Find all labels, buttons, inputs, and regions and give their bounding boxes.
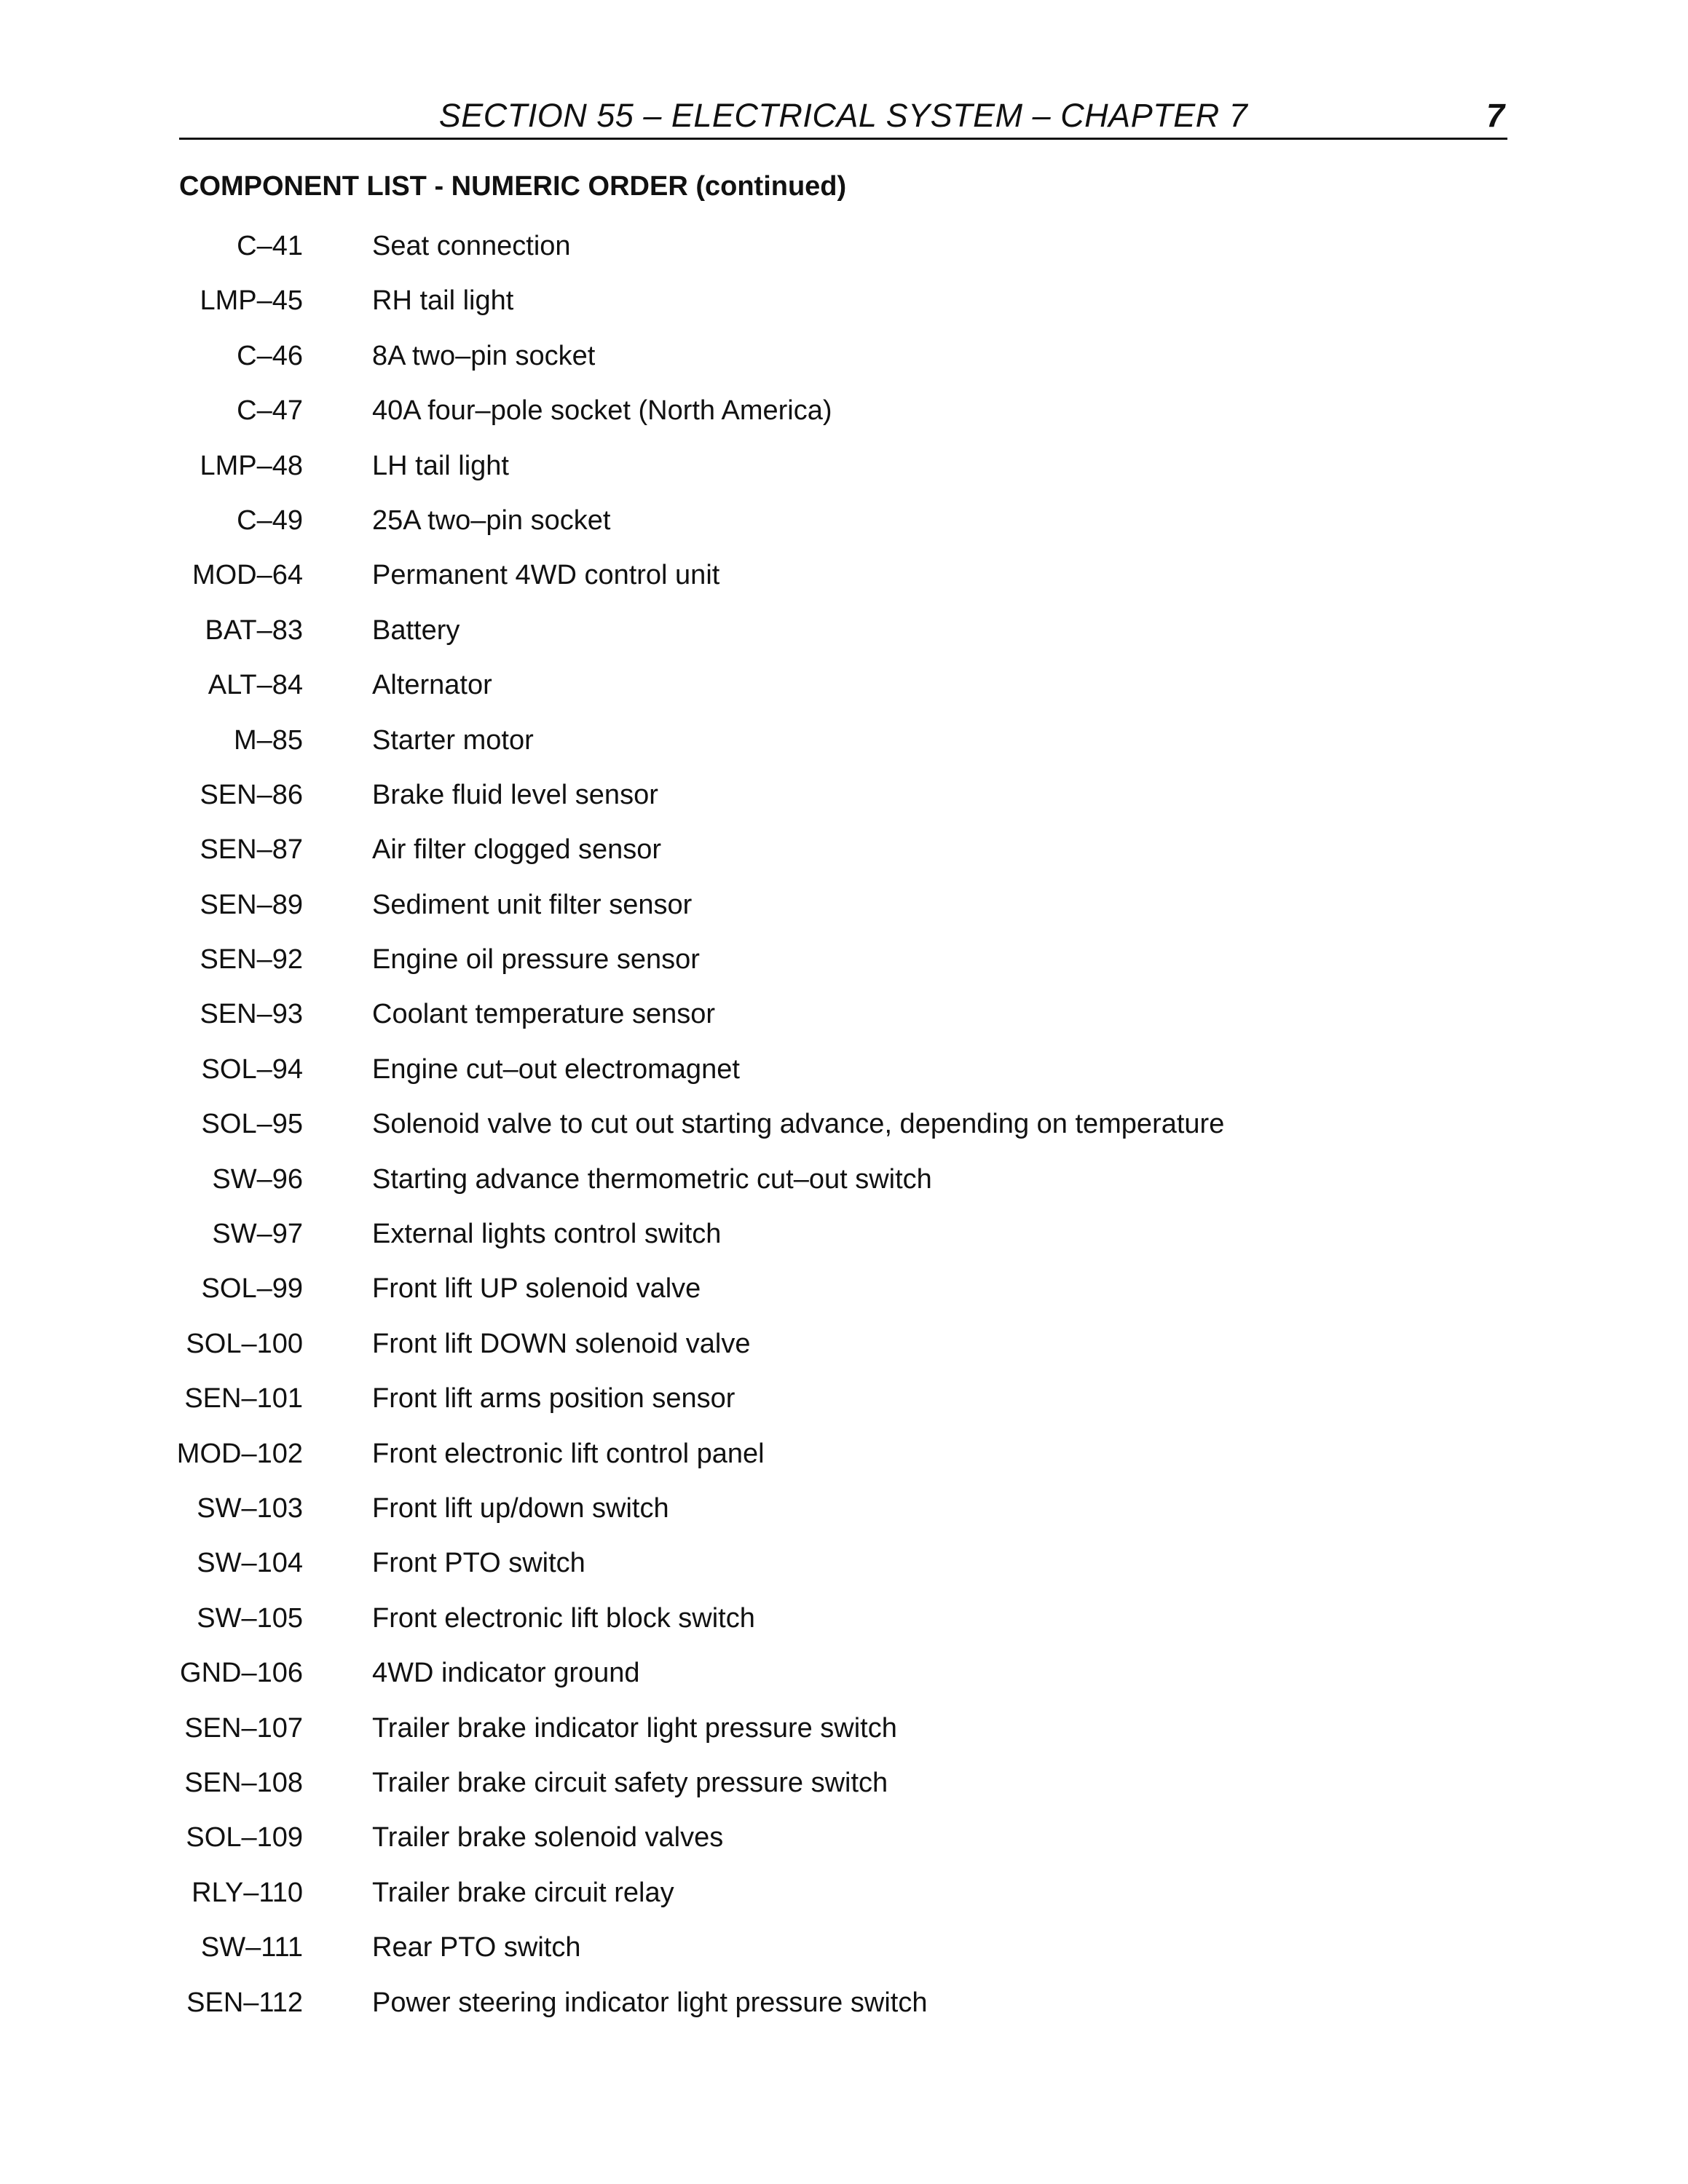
list-item bbox=[0, 776, 1688, 831]
component-description: External lights control switch bbox=[372, 1219, 722, 1250]
component-code: SEN–93 bbox=[200, 999, 303, 1030]
list-item bbox=[0, 1051, 1688, 1105]
component-code: SOL–95 bbox=[201, 1109, 303, 1140]
component-code: SOL–109 bbox=[186, 1822, 303, 1853]
component-code: C–41 bbox=[237, 231, 303, 261]
list-item bbox=[0, 1654, 1688, 1709]
component-code: SW–96 bbox=[212, 1163, 303, 1195]
list-item bbox=[0, 1874, 1688, 1928]
component-code: C–47 bbox=[237, 395, 303, 427]
list-item bbox=[0, 721, 1688, 776]
list-item bbox=[0, 282, 1688, 336]
list-item bbox=[0, 1819, 1688, 1873]
component-code: SW–104 bbox=[197, 1548, 303, 1579]
list-item bbox=[0, 1435, 1688, 1489]
component-description: LH tail light bbox=[372, 450, 509, 481]
component-description: Front lift UP solenoid valve bbox=[372, 1273, 701, 1305]
component-description: Engine oil pressure sensor bbox=[372, 944, 700, 976]
header-rule bbox=[179, 138, 1507, 140]
page-header bbox=[179, 93, 1507, 138]
component-description: Starting advance thermometric cut–out switch bbox=[372, 1163, 932, 1195]
list-item bbox=[0, 1270, 1688, 1324]
component-code: SW–111 bbox=[200, 1932, 303, 1963]
component-code: SW–97 bbox=[212, 1219, 303, 1250]
list-item bbox=[0, 556, 1688, 611]
list-item bbox=[0, 1325, 1688, 1380]
list-item bbox=[0, 995, 1688, 1050]
component-code: RLY–110 bbox=[192, 1877, 303, 1908]
component-description: Front lift arms position sensor bbox=[372, 1383, 735, 1415]
list-item bbox=[0, 1764, 1688, 1819]
page-number: 7 bbox=[1486, 97, 1504, 134]
component-code: SEN–101 bbox=[184, 1383, 303, 1415]
component-code: SW–103 bbox=[197, 1492, 303, 1524]
component-code: SEN–112 bbox=[186, 1987, 303, 2018]
component-code: SEN–108 bbox=[184, 1767, 303, 1798]
list-item bbox=[0, 1544, 1688, 1599]
component-code: C–46 bbox=[237, 340, 303, 371]
component-code: SW–105 bbox=[197, 1602, 303, 1634]
list-item bbox=[0, 1599, 1688, 1654]
component-description: 40A four–pole socket (North America) bbox=[372, 395, 832, 427]
component-description: Trailer brake indicator light pressure switch bbox=[372, 1712, 897, 1744]
component-description: Brake fluid level sensor bbox=[372, 779, 658, 810]
list-item bbox=[0, 1984, 1688, 2038]
component-description: 8A two–pin socket bbox=[372, 340, 596, 371]
list-item bbox=[0, 612, 1688, 666]
component-code: MOD–64 bbox=[192, 560, 303, 591]
component-code: ALT–84 bbox=[208, 670, 303, 701]
component-code: SEN–107 bbox=[184, 1712, 303, 1744]
list-item bbox=[0, 447, 1688, 502]
component-description: Trailer brake circuit safety pressure switch bbox=[372, 1767, 888, 1798]
component-description: RH tail light bbox=[372, 285, 514, 317]
component-description: 4WD indicator ground bbox=[372, 1658, 640, 1689]
list-item bbox=[0, 1709, 1688, 1764]
component-code: SOL–94 bbox=[201, 1053, 303, 1085]
component-description: Starter motor bbox=[372, 724, 534, 756]
component-description: Permanent 4WD control unit bbox=[372, 560, 720, 591]
component-code: SEN–86 bbox=[200, 779, 303, 810]
component-code: SOL–100 bbox=[186, 1328, 303, 1359]
component-description: Trailer brake solenoid valves bbox=[372, 1822, 724, 1853]
list-item bbox=[0, 1489, 1688, 1544]
component-code: SOL–99 bbox=[201, 1273, 303, 1305]
list-item bbox=[0, 886, 1688, 941]
list-item bbox=[0, 941, 1688, 995]
component-description: Solenoid valve to cut out starting advance, depending on temperature bbox=[372, 1109, 1225, 1140]
component-description: 25A two–pin socket bbox=[372, 505, 611, 536]
component-description: Trailer brake circuit relay bbox=[372, 1877, 674, 1908]
component-description: Engine cut–out electromagnet bbox=[372, 1053, 740, 1085]
component-code: SEN–89 bbox=[200, 889, 303, 920]
component-description: Seat connection bbox=[372, 231, 571, 261]
component-description: Air filter clogged sensor bbox=[372, 834, 662, 866]
component-code: BAT–83 bbox=[205, 614, 303, 646]
section-heading: COMPONENT LIST - NUMERIC ORDER (continued) bbox=[179, 171, 847, 202]
component-description: Sediment unit filter sensor bbox=[372, 889, 693, 920]
list-item bbox=[0, 666, 1688, 721]
list-item bbox=[0, 1928, 1688, 1983]
list-item bbox=[0, 1105, 1688, 1160]
list-item bbox=[0, 1380, 1688, 1434]
component-description: Front electronic lift block switch bbox=[372, 1602, 755, 1634]
component-description: Battery bbox=[372, 614, 460, 646]
list-item bbox=[0, 337, 1688, 392]
component-code: C–49 bbox=[237, 505, 303, 536]
list-item bbox=[0, 392, 1688, 446]
component-description: Alternator bbox=[372, 670, 492, 701]
component-description: Front PTO switch bbox=[372, 1548, 585, 1579]
component-code: SEN–92 bbox=[200, 944, 303, 976]
header-title: SECTION 55 – ELECTRICAL SYSTEM – CHAPTER 7 bbox=[438, 97, 1248, 134]
component-description: Rear PTO switch bbox=[372, 1932, 581, 1963]
component-description: Front lift up/down switch bbox=[372, 1492, 669, 1524]
list-item bbox=[0, 831, 1688, 885]
component-list bbox=[0, 227, 1688, 2038]
component-code: GND–106 bbox=[180, 1658, 303, 1689]
list-item bbox=[0, 1215, 1688, 1270]
component-description: Coolant temperature sensor bbox=[372, 999, 716, 1030]
component-code: M–85 bbox=[233, 724, 303, 756]
component-description: Front electronic lift control panel bbox=[372, 1438, 765, 1469]
component-code: MOD–102 bbox=[176, 1438, 303, 1469]
component-code: LMP–48 bbox=[200, 450, 303, 481]
component-description: Power steering indicator light pressure switch bbox=[372, 1987, 928, 2018]
component-description: Front lift DOWN solenoid valve bbox=[372, 1328, 751, 1359]
component-code: SEN–87 bbox=[200, 834, 303, 866]
component-code: LMP–45 bbox=[200, 285, 303, 317]
list-item bbox=[0, 227, 1688, 282]
list-item bbox=[0, 502, 1688, 556]
list-item bbox=[0, 1160, 1688, 1215]
